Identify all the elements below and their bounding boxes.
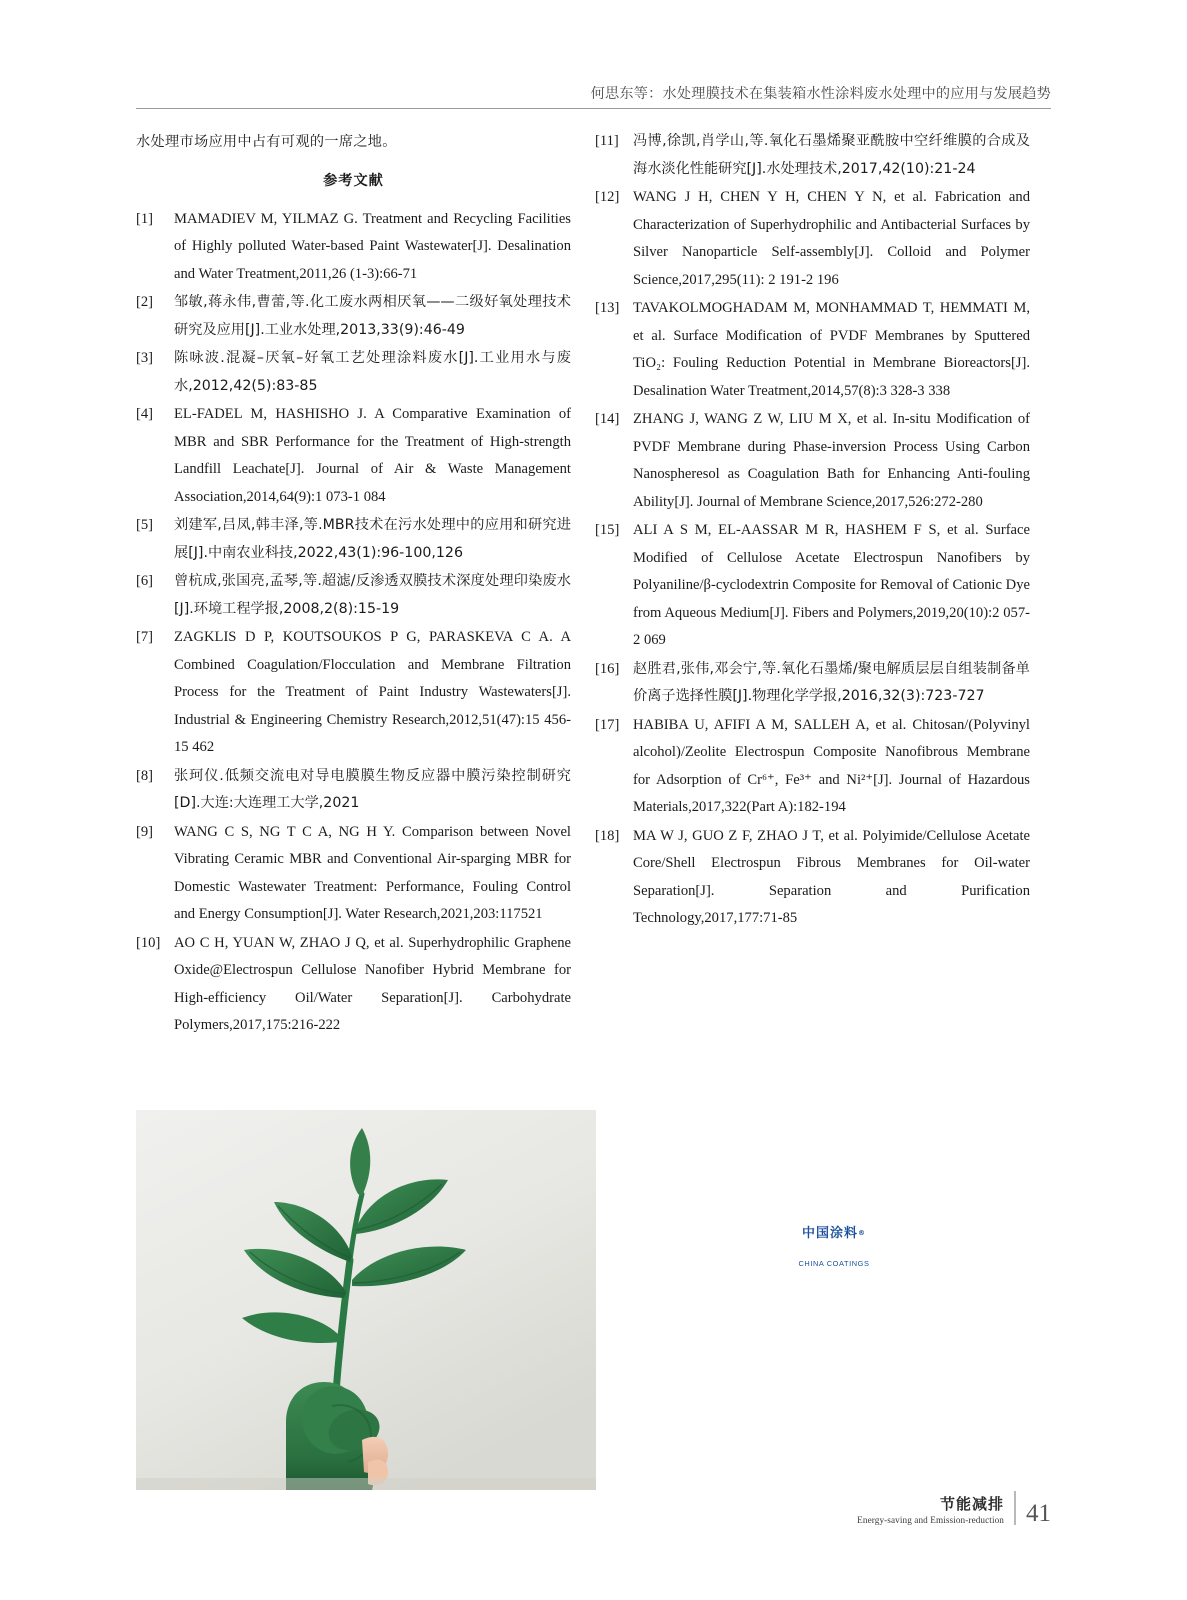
reference-number: [15] — [595, 522, 620, 538]
reference-number: [2] — [136, 294, 154, 310]
reference-number: [11] — [595, 133, 619, 149]
reference-text: 邹敏,蒋永伟,曹蕾,等.化工废水两相厌氧——二级好氧处理技术研究及应用[J].工业水处理,2013,33(9):46-49 — [174, 294, 571, 338]
reference-number: [10] — [136, 934, 161, 951]
reference-number: [16] — [595, 660, 620, 677]
reference-number: [7] — [136, 629, 154, 645]
registered-mark-icon: ® — [858, 1229, 866, 1237]
reference-number: [12] — [595, 189, 620, 205]
reference-text: AO C H, YUAN W, ZHAO J Q, et al. Superhydrophilic Graphene Oxide@Electrospun Cellulose Nanofiber Hybrid Membrane for High-efficiency Oil/Water Separation[J]. Carbohydrate Polymers,2017,175:216-222 — [174, 934, 571, 1033]
reference-item — [595, 184, 1030, 294]
references-heading: 参考文献 — [323, 173, 384, 189]
reference-text: 曾杭成,张国亮,孟琴,等.超滤/反渗透双膜技术深度处理印染废水[J].环境工程学报,2008,2(8):15-19 — [174, 573, 571, 617]
reference-item — [595, 295, 1030, 405]
page-footer — [857, 1491, 1051, 1526]
right-column — [595, 128, 1030, 1268]
reference-text: ZHANG J, WANG Z W, LIU M X, et al. In-situ Modification of PVDF Membrane during Phase-inversion Process Using Carbon Nanospheresol as Coagulation Bath for Enhancing Anti-fouling Ability[J]. Journal of Membrane Science,2017,526:272-280 — [633, 411, 1030, 510]
running-head: 何思东等：水处理膜技术在集装箱水性涂料废水处理中的应用与发展趋势 — [590, 86, 1051, 102]
reference-number: [17] — [595, 716, 620, 733]
reference-item — [136, 401, 571, 511]
brand-name-en: CHINA COATINGS — [798, 1258, 870, 1268]
reference-number: [18] — [595, 827, 620, 844]
plant-photo — [136, 1110, 596, 1490]
reference-item — [136, 624, 571, 762]
brand-name-cn: 中国涂料® — [774, 1220, 894, 1248]
reference-text: HABIBA U, AFIFI A M, SALLEH A, et al. Chitosan/(Polyvinyl alcohol)/Zeolite Electrospun Composite Nanofibrous Membrane for Adsorption of Cr⁶⁺, Fe³⁺ and Ni²⁺[J]. Journal of Hazardous Materials,2017,322(Part A):182-194 — [633, 716, 1030, 815]
reference-number: [5] — [136, 517, 154, 533]
reference-text: 赵胜君,张伟,邓会宁,等.氧化石墨烯/聚电解质层层自组装制备单价离子选择性膜[J].物理化学学报,2016,32(3):723-727 — [633, 660, 1030, 704]
footer-section-label — [857, 1496, 1004, 1526]
reference-number: [1] — [136, 210, 154, 227]
header-divider — [136, 108, 1051, 109]
reference-item — [136, 930, 571, 1040]
reference-list-left — [136, 206, 571, 1040]
reference-number: [9] — [136, 823, 154, 840]
reference-text: 冯博,徐凯,肖学山,等.氧化石墨烯聚亚酰胺中空纤维膜的合成及海水淡化性能研究[J].水处理技术,2017,42(10):21-24 — [633, 133, 1030, 177]
reference-number: [8] — [136, 767, 154, 784]
reference-item — [136, 512, 571, 567]
reference-number: [6] — [136, 573, 154, 589]
reference-text: TAVAKOLMOGHADAM M, MONHAMMAD T, HEMMATI M, et al. Surface Modification of PVDF Membranes by Sputtered TiO₂: Fouling Reduction Potential in Membrane Bioreactors[J]. Desalination Water Treatment,2014,57(8):3 328-3 338 — [633, 300, 1030, 399]
reference-item — [595, 656, 1030, 711]
footer-divider — [1014, 1491, 1016, 1525]
reference-item — [595, 128, 1030, 183]
page-number: 41 — [1026, 1500, 1051, 1527]
reference-text: EL-FADEL M, HASHISHO J. A Comparative Examination of MBR and SBR Performance for the Treatment of High-strength Landfill Leachate[J]. Journal of Air & Waste Management Association,2014,64(9):1 073-1 084 — [174, 406, 571, 505]
reference-text: MA W J, GUO Z F, ZHAO J T, et al. Polyimide/Cellulose Acetate Core/Shell Electrospun Fibrous Membranes for Oil-water Separation[J]. Separation and Purification Technology,2017,177:71-85 — [633, 827, 1030, 926]
reference-item — [136, 568, 571, 623]
reference-text: 张珂仪.低频交流电对导电膜膜生物反应器中膜污染控制研究[D].大连:大连理工大学,2021 — [174, 767, 571, 811]
reference-item — [595, 823, 1030, 933]
plant-photo-graphic — [136, 1110, 596, 1490]
footer-section-en: Energy-saving and Emission-reduction — [857, 1515, 1004, 1526]
reference-item — [595, 517, 1030, 655]
reference-item — [136, 206, 571, 289]
reference-number: [13] — [595, 300, 620, 316]
lead-paragraph: 水处理市场应用中占有可观的一席之地。 — [136, 134, 397, 150]
reference-number: [4] — [136, 406, 154, 422]
reference-item — [136, 345, 571, 400]
reference-text: 陈咏波.混凝–厌氧–好氧工艺处理涂料废水[J].工业用水与废水,2012,42(5):83-85 — [174, 350, 571, 394]
reference-text: ZAGKLIS D P, KOUTSOUKOS P G, PARASKEVA C A. A Combined Coagulation/Flocculation and Membrane Filtration Process for the Treatment of Paint Industry Wastewaters[J]. Industrial & Engineering Chemistry Research,2012,51(47):15 456-15 462 — [174, 629, 571, 755]
reference-item — [136, 763, 571, 818]
reference-list-right — [595, 128, 1030, 933]
reference-text: WANG C S, NG T C A, NG H Y. Comparison between Novel Vibrating Ceramic MBR and Conventional Air-sparging MBR for Domestic Wastewater Treatment: Performance, Fouling Control and Energy Consumption[J]. Water Research,2021,203:117521 — [174, 823, 571, 922]
reference-number: [14] — [595, 411, 620, 427]
reference-item — [595, 406, 1030, 516]
brand-logo — [774, 1220, 894, 1277]
reference-item — [595, 712, 1030, 822]
reference-text: WANG J H, CHEN Y H, CHEN Y N, et al. Fabrication and Characterization of Superhydrophilic and Antibacterial Surfaces by Silver Nanoparticle Self-assembly[J]. Colloid and Polymer Science,2017,295(11): 2 191-2 196 — [633, 189, 1030, 288]
reference-item — [136, 289, 571, 344]
footer-section-cn: 节能减排 — [939, 1495, 1004, 1514]
reference-text: MAMADIEV M, YILMAZ G. Treatment and Recycling Facilities of Highly polluted Water-based Paint Wastewater[J]. Desalination and Water Treatment,2011,26 (1-3):66-71 — [174, 210, 571, 282]
reference-item — [136, 819, 571, 929]
reference-text: 刘建军,吕凤,韩丰泽,等.MBR技术在污水处理中的应用和研究进展[J].中南农业科技,2022,43(1):96-100,126 — [174, 517, 571, 561]
left-column — [136, 128, 571, 1041]
reference-number: [3] — [136, 350, 154, 366]
reference-text: ALI A S M, EL-AASSAR M R, HASHEM F S, et al. Surface Modified of Cellulose Acetate Electrospun Nanofibers by Polyaniline/β-cyclodextrin Composite for Removal of Cationic Dye from Aqueous Medium[J]. Fibers and Polymers,2019,20(10):2 057-2 069 — [633, 522, 1030, 648]
